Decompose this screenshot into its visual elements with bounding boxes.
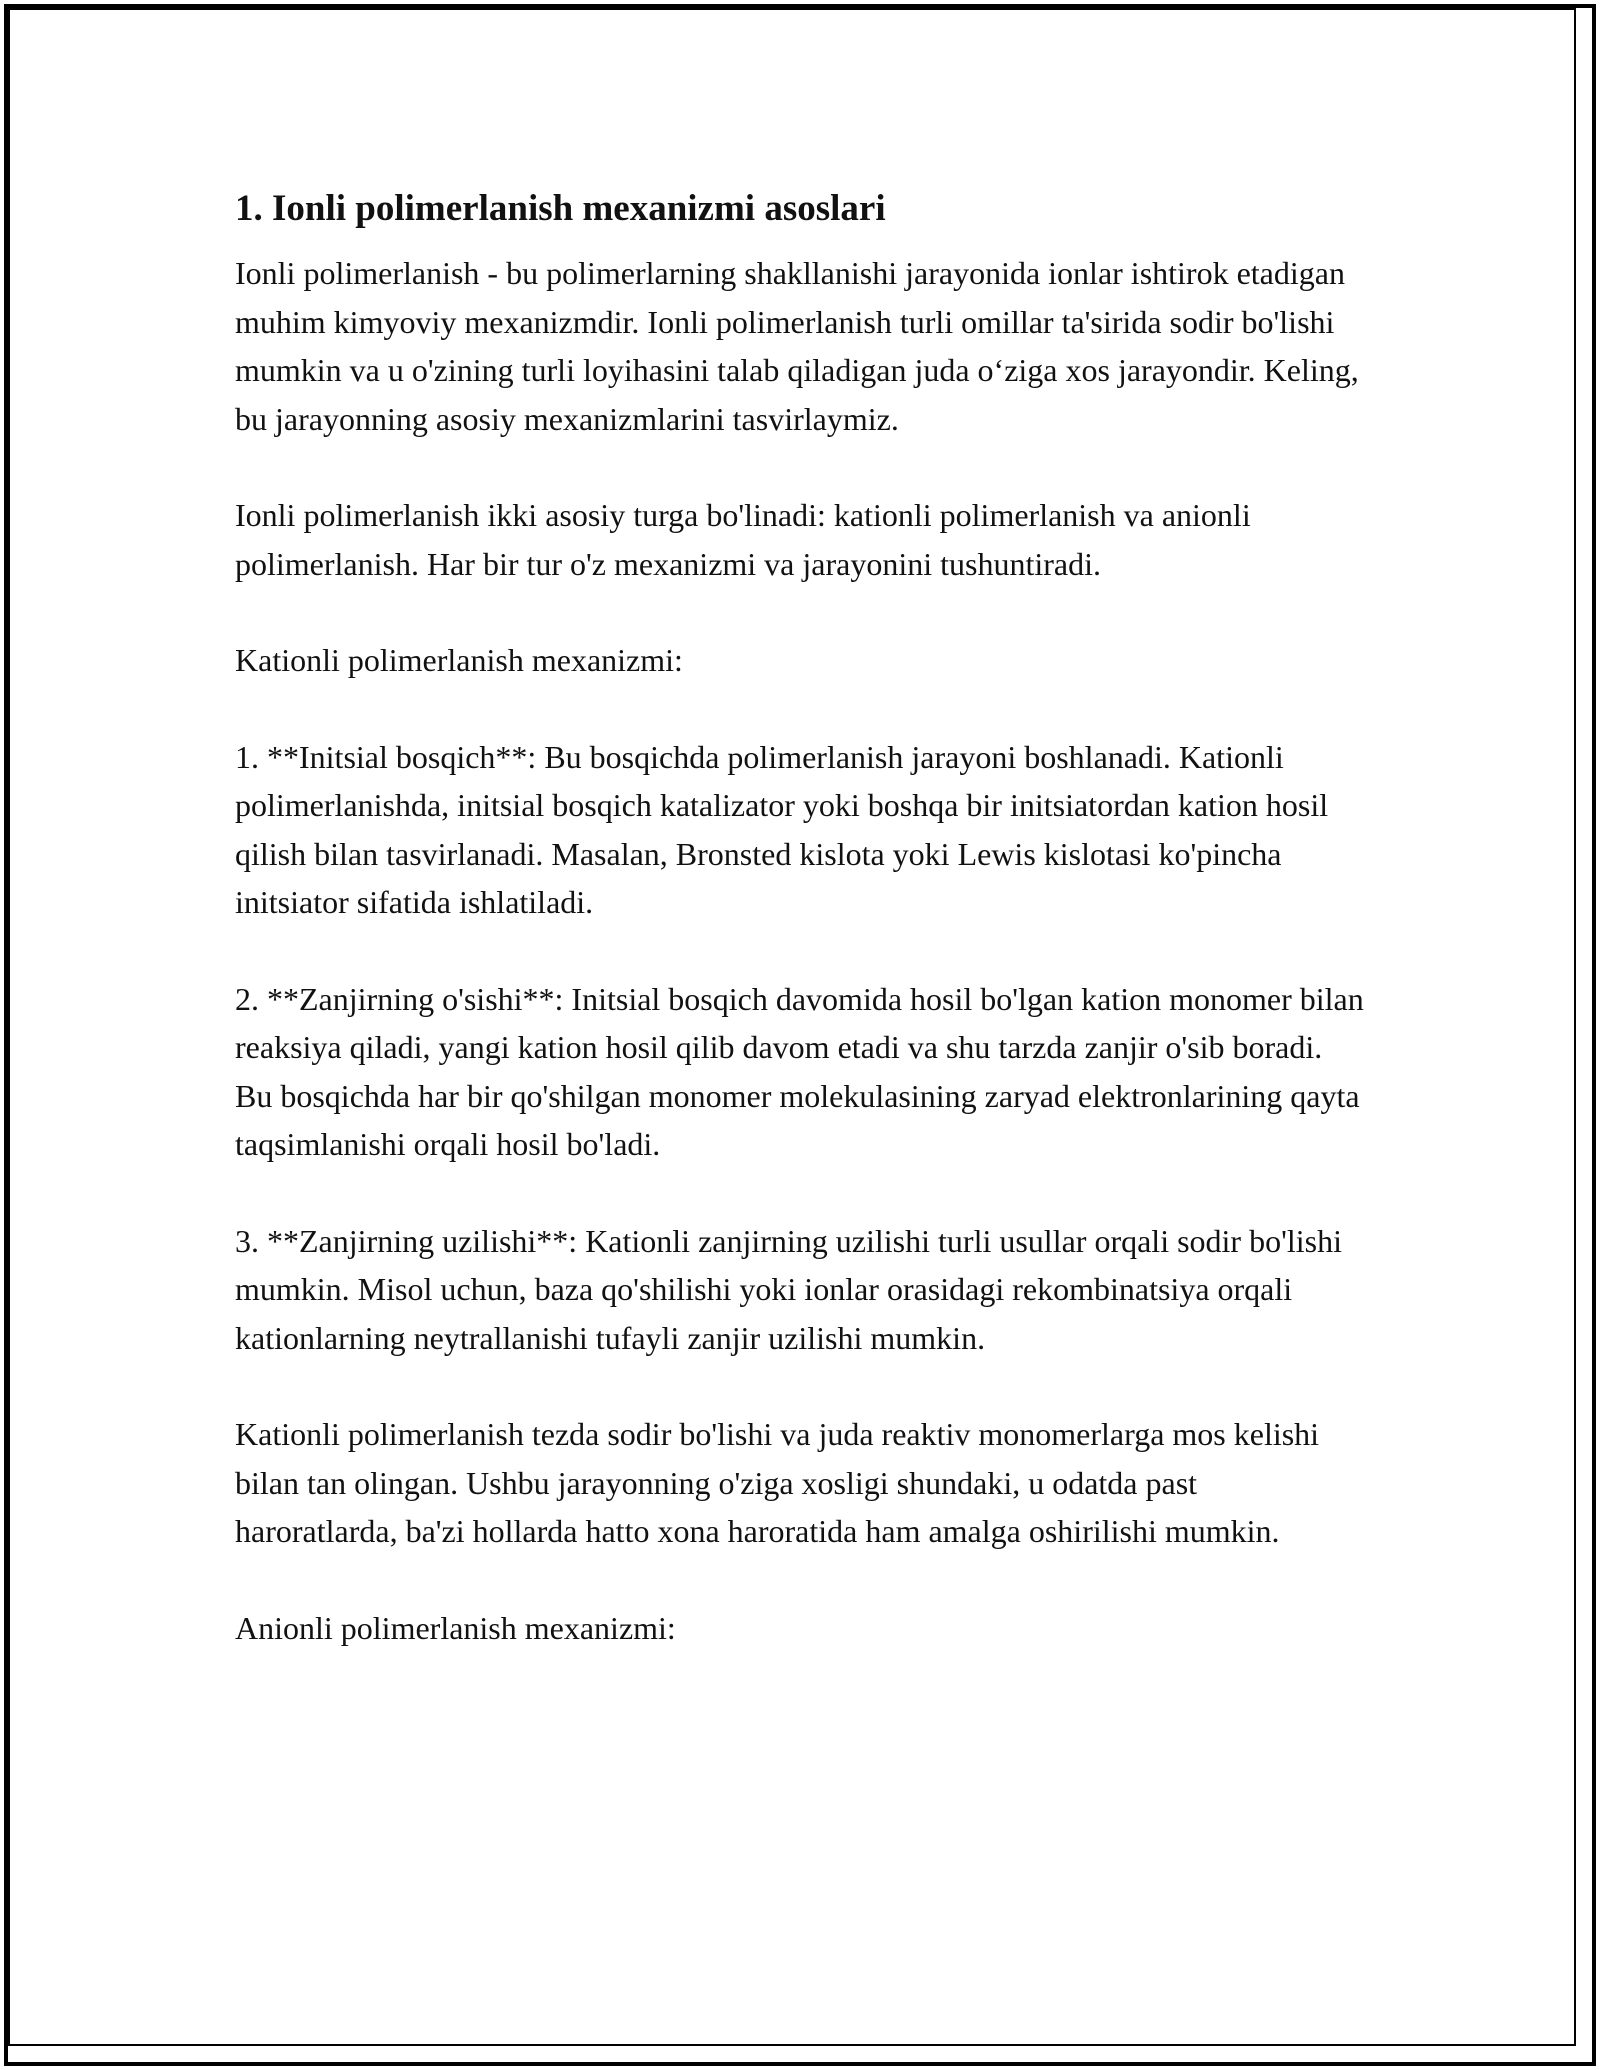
document-body bbox=[235, 185, 1365, 1652]
paragraph-intro: Ionli polimerlanish - bu polimerlarning shakllanishi jarayonida ionlar ishtirok etadigan muhim kimyoviy mexanizmdir. Ionli polimerlanish turli omillar ta'sirida sodir bo'lishi mumkin va u o'zining turli loyihasini talab qiladigan juda o‘ziga xos jarayondir. Keling, bu jarayonning asosiy mexanizmlarini tasvirlaymiz. bbox=[235, 255, 1359, 437]
paragraph-step-termination: 3. **Zanjirning uzilishi**: Kationli zanjirning uzilishi turli usullar orqali sodir bo'lishi mumkin. Misol uchun, baza qo'shilishi yoki ionlar orasidagi rekombinatsiya orqali kationlarning neytrallanishi tufayli zanjir uzilishi mumkin. bbox=[235, 1222, 1342, 1356]
paragraph-cationic-title: Kationli polimerlanish mexanizmi: bbox=[235, 642, 683, 678]
section-heading: 1. Ionli polimerlanish mexanizmi asoslari bbox=[235, 188, 886, 229]
paragraph-step-initiation: 1. **Initsial bosqich**: Bu bosqichda polimerlanish jarayoni boshlanadi. Kationli polimerlanishda, initsial bosqich katalizator yoki boshqa bir initsiatordan kation hosil qilish bilan tasvirlanadi. Masalan, Bronsted kislota yoki Lewis kislotasi ko'pincha initsiator sifatida ishlatiladi. bbox=[235, 738, 1329, 920]
paragraph-anionic-title: Anionli polimerlanish mexanizmi: bbox=[235, 1609, 676, 1646]
paragraph-cationic-summary: Kationli polimerlanish tezda sodir bo'lishi va juda reaktiv monomerlarga mos kelishi bilan tan olingan. Ushbu jarayonning o'ziga xosligi shundaki, u odatda past haroratlarda, ba'zi hollarda hatto xona haroratida ham amalga oshirilishi mumkin. bbox=[235, 1416, 1320, 1549]
paragraph-step-growth: 2. **Zanjirning o'sishi**: Initsial bosqich davomida hosil bo'lgan kation monomer bilan reaksiya qiladi, yangi kation hosil qilib davom etadi va shu tarzda zanjir o'sib boradi. Bu bosqichda har bir qo'shilgan monomer molekulasining zaryad elektronlarining qayta taqsimlanishi orqali hosil bo'ladi. bbox=[235, 980, 1364, 1162]
paragraph-types: Ionli polimerlanish ikki asosiy turga bo'linadi: kationli polimerlanish va anionli polimerlanish. Har bir tur o'z mexanizmi va jarayonini tushuntiradi. bbox=[235, 497, 1251, 582]
